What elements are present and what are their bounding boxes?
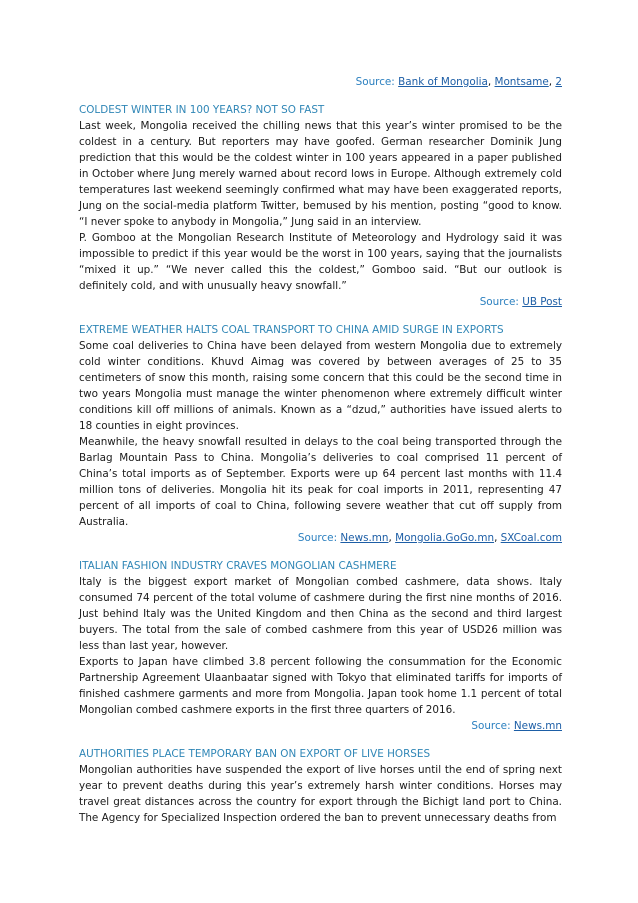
article-paragraph: Exports to Japan have climbed 3.8 percent following the consummation for the Economic Partnership Agreement Ulaanbaatar signed with Tokyo that eliminated tariffs for imports of finished cashmere garments and more from Mongolia. Japan took home 1.1 percent of total Mongolian combed cashmere exports in the first three quarters of 2016. xyxy=(79,656,562,716)
article-headline: COLDEST WINTER IN 100 YEARS? NOT SO FAST xyxy=(79,104,325,116)
article-headline: AUTHORITIES PLACE TEMPORARY BAN ON EXPORT OF LIVE HORSES xyxy=(79,748,431,760)
source-label: Source: xyxy=(479,296,519,308)
source-link[interactable]: UB Post xyxy=(522,296,562,308)
source-link[interactable]: News.mn xyxy=(340,532,389,544)
article-coldest-winter xyxy=(79,102,562,310)
article-source xyxy=(79,294,562,310)
source-link[interactable]: Mongolia.GoGo.mn xyxy=(395,532,495,544)
source-label: Source: xyxy=(297,532,338,544)
article-paragraph: Italy is the biggest export market of Mongolian combed cashmere, data shows. Italy consumed 74 percent of the total volume of cashmere during the first nine months of 2016. Just behind Italy was the United Kingdom and then China as the second and third largest buyers. The total from the sale of combed cashmere from this year of USD26 million was less than last year, however. xyxy=(79,576,562,652)
source-link[interactable]: 2 xyxy=(555,76,562,88)
top-source-line: Source: Bank of Mongolia, Montsame, 2 xyxy=(355,76,562,88)
article-paragraph: Some coal deliveries to China have been delayed from western Mongolia due to extremely cold winter conditions. Khuvd Aimag was covered by between averages of 25 to 35 centimeters of snow this month, raising some concern that this could be the second time in two years Mongolia must manage the winter phenomenon where extremely difficult winter conditions kill off millions of animals. Known as a “dzud,” authorities have issued alerts to 18 counties in eight provinces. xyxy=(79,340,562,432)
source-link[interactable]: SXCoal.com xyxy=(500,532,562,544)
source-link[interactable]: Montsame xyxy=(494,76,549,88)
source-link[interactable]: Bank of Mongolia xyxy=(398,76,488,88)
source-label: Source: xyxy=(355,76,395,88)
article-headline: ITALIAN FASHION INDUSTRY CRAVES MONGOLIAN CASHMERE xyxy=(79,560,397,572)
article-italian-cashmere xyxy=(79,558,562,734)
article-paragraph: Last week, Mongolia received the chilling news that this year’s winter promised to be the coldest in a century. But reporters may have goofed. German researcher Dominik Jung prediction that this would be the coldest winter in 100 years appeared in a paper published in October where Jung merely warned about record lows in Europe. Although extremely cold temperatures last weekend seemingly confirmed what may have been exaggerated reports, Jung on the social-media platform Twitter, bemused by his mention, posting “good to know. “I never spoke to anybody in Mongolia,” Jung said in an interview. xyxy=(79,120,562,228)
source-link[interactable]: News.mn xyxy=(513,720,562,732)
article-source xyxy=(79,718,562,734)
source-label: Source: xyxy=(471,720,511,732)
article-paragraph: Meanwhile, the heavy snowfall resulted in delays to the coal being transported through the Barlag Mountain Pass to China. Mongolia’s deliveries to coal comprised 11 percent of China’s total imports as of September. Exports were up 64 percent last months with 11.4 million tons of deliveries. Mongolia hit its peak for coal imports in 2011, representing 47 percent of all imports of coal to China, following severe weather that cut off supply from Australia. xyxy=(79,436,562,528)
article-coal-transport xyxy=(79,322,562,546)
article-paragraph: Mongolian authorities have suspended the export of live horses until the end of spring next year to prevent deaths during this year’s extremely harsh winter conditions. Horses may travel great distances across the country for export through the Bichigt land port to China. The Agency for Specialized Inspection ordered the ban to prevent unnecessary deaths from xyxy=(79,764,562,824)
article-paragraph: P. Gomboo at the Mongolian Research Institute of Meteorology and Hydrology said it was impossible to predict if this year would be the worst in 100 years, saying that the journalists “mixed it up.” “We never called this the coldest,” Gomboo said. “But our outlook is definitely cold, and with unusually heavy snowfall.” xyxy=(79,232,562,292)
article-horse-export-ban xyxy=(79,746,562,826)
article-headline: EXTREME WEATHER HALTS COAL TRANSPORT TO CHINA AMID SURGE IN EXPORTS xyxy=(79,324,504,336)
article-source: Source: News.mn, Mongolia.GoGo.mn, SXCoal.com xyxy=(297,532,562,544)
